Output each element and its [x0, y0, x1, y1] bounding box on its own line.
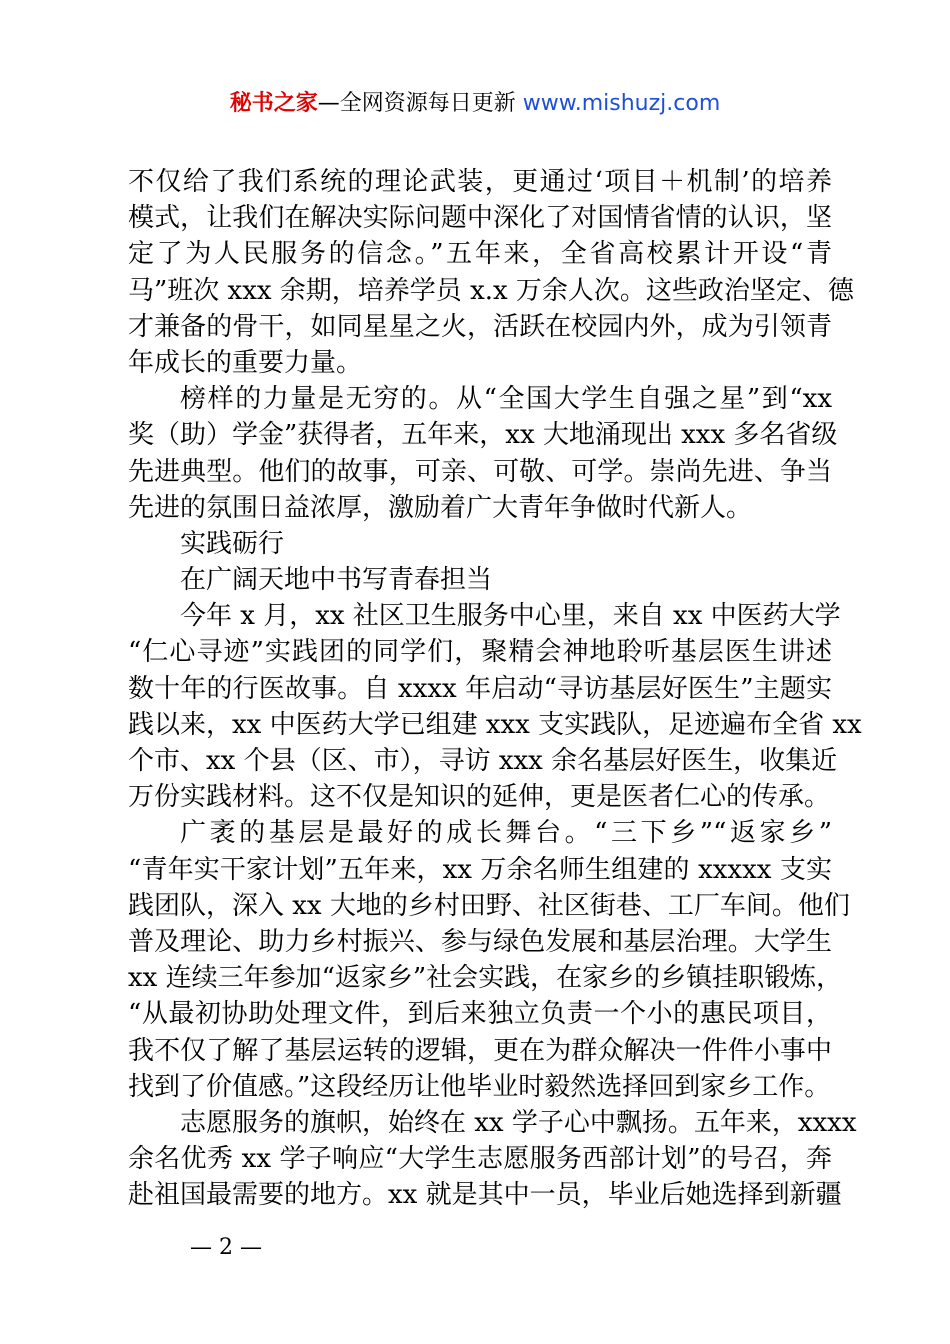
- section-heading: 实践砺行: [180, 528, 285, 559]
- text-line: 数十年的行医故事。自 xxxx 年启动“寻访基层好医生”主题实: [128, 673, 832, 704]
- banner-slogan: —全网资源每日更新: [317, 91, 523, 116]
- text-line: 找到了价值感。”这段经历让他毕业时毅然选择回到家乡工作。: [128, 1071, 831, 1102]
- page-number: — 2 —: [190, 1235, 262, 1260]
- text-line: 余名优秀 xx 学子响应“大学生志愿服务西部计划”的号召，奔: [128, 1144, 832, 1175]
- text-line: “青年实干家计划”五年来，xx 万余名师生组建的 xxxxx 支实: [128, 854, 832, 885]
- text-line: 先进典型。他们的故事，可亲、可敬、可学。崇尚先进、争当: [128, 456, 832, 487]
- text-line: 奖（助）学金”获得者，五年来，xx 大地涌现出 xxx 多名省级: [128, 420, 838, 451]
- site-banner: [0, 86, 950, 122]
- text-line: 我不仅了解了基层运转的逻辑，更在为群众解决一件件小事中: [128, 1035, 832, 1066]
- text-line: 个市、xx 个县（区、市），寻访 xxx 余名基层好医生，收集近: [128, 746, 838, 776]
- text-line: 定了为人民服务的信念。”五年来，全省高校累计开设“青: [128, 239, 832, 270]
- text-line: xx 连续三年参加“返家乡”社会实践，在家乡的乡镇挂职锻炼，: [128, 963, 843, 994]
- text-line: 榜样的力量是无穷的。从“全国大学生自强之星”到“xx: [180, 384, 832, 415]
- text-line: 践以来，xx 中医药大学已组建 xxx 支实践队，足迹遍布全省 xx: [128, 709, 862, 740]
- text-line: 践团队，深入 xx 大地的乡村田野、社区街巷、工厂车间。他们: [128, 890, 850, 921]
- text-line: 马”班次 xxx 余期，培养学员 x.x 万余人次。这些政治坚定、德: [128, 275, 854, 306]
- text-line: 年成长的重要力量。: [128, 347, 363, 378]
- text-line: 才兼备的骨干，如同星星之火，活跃在校园内外，成为引领青: [128, 311, 832, 342]
- text-line: 先进的氛围日益浓厚，激励着广大青年争做时代新人。: [128, 492, 753, 523]
- text-line: 志愿服务的旗帜，始终在 xx 学子心中飘扬。五年来，xxxx: [180, 1107, 857, 1138]
- text-line: 赴祖国最需要的地方。xx 就是其中一员，毕业后她选择到新疆: [128, 1180, 842, 1211]
- document-body: [128, 164, 862, 1213]
- text-line: 广袤的基层是最好的成长舞台。“三下乡”“返家乡”: [180, 818, 832, 849]
- text-line: 今年 x 月，xx 社区卫生服务中心里，来自 xx 中医药大学: [180, 601, 841, 632]
- text-line: 万份实践材料。这不仅是知识的延伸，更是医者仁心的传承。: [128, 782, 831, 813]
- section-subheading: 在广阔天地中书写青春担当: [180, 565, 493, 596]
- banner-brand: 秘书之家: [229, 91, 318, 116]
- banner-url-link[interactable]: www.mishuzj.com: [522, 91, 721, 116]
- text-line: 模式，让我们在解决实际问题中深化了对国情省情的认识，坚: [128, 203, 832, 234]
- text-line: 普及理论、助力乡村振兴、参与绿色发展和基层治理。大学生: [128, 926, 832, 957]
- text-line: 不仅给了我们系统的理论武装，更通过‘项目＋机制’的培养: [128, 167, 832, 197]
- text-line: “仁心寻迹”实践团的同学们，聚精会神地聆听基层医生讲述: [128, 637, 832, 668]
- text-line: “从最初协助处理文件，到后来独立负责一个小的惠民项目，: [128, 999, 832, 1030]
